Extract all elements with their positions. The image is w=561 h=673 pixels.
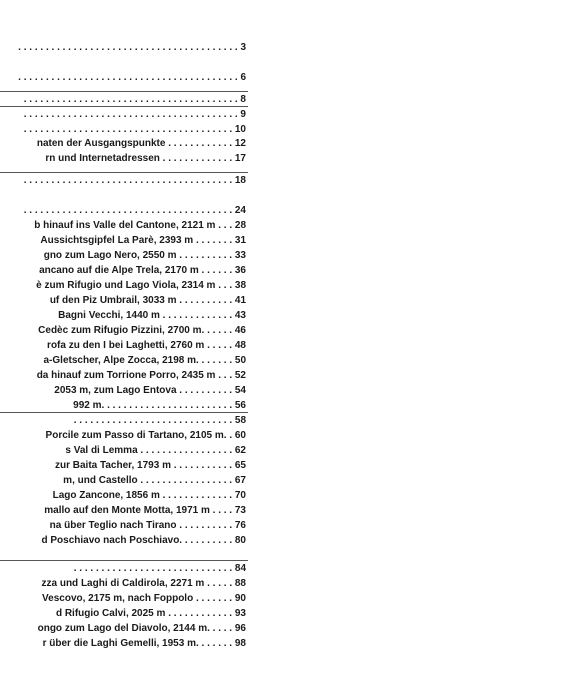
- section-divider: [0, 172, 248, 173]
- toc-line[interactable]: 992 m. . . . . . . . . . . . . . . . . . . . . . . . 56: [73, 400, 246, 411]
- toc-line[interactable]: zza und Laghi di Caldirola, 2271 m . . . . . 88: [41, 578, 246, 589]
- toc-line[interactable]: rn und Internetadressen . . . . . . . . . . . . . 17: [45, 153, 246, 164]
- toc-line[interactable]: Vescovo, 2175 m, nach Foppolo . . . . . . . 90: [42, 593, 246, 604]
- toc-line[interactable]: . . . . . . . . . . . . . . . . . . . . . . . . . . . . . 84: [73, 563, 246, 574]
- toc-line[interactable]: Aussichtsgipfel La Parè, 2393 m . . . . . . . 31: [40, 235, 246, 246]
- toc-line[interactable]: è zum Rifugio und Lago Viola, 2314 m . . . 38: [36, 280, 246, 291]
- toc-line[interactable]: . . . . . . . . . . . . . . . . . . . . . . . . . . . . . . . . . . . . . . 10: [23, 124, 246, 135]
- toc-line[interactable]: rofa zu den I bei Laghetti, 2760 m . . . . . 48: [47, 340, 246, 351]
- toc-line[interactable]: Porcile zum Passo di Tartano, 2105 m. . 60: [45, 430, 246, 441]
- toc-line[interactable]: r über die Laghi Gemelli, 1953 m. . . . . . . 98: [42, 638, 246, 649]
- toc-line[interactable]: d Poschiavo nach Poschiavo. . . . . . . . . . 80: [41, 535, 246, 546]
- section-divider: [0, 106, 248, 107]
- toc-line[interactable]: Lago Zancone, 1856 m . . . . . . . . . . . . . 70: [52, 490, 246, 501]
- toc-line[interactable]: s Val di Lemma . . . . . . . . . . . . . . . . . 62: [65, 445, 246, 456]
- toc-line[interactable]: . . . . . . . . . . . . . . . . . . . . . . . . . . . . . . . . . . . . . . 18: [23, 175, 246, 186]
- toc-line[interactable]: d Rifugio Calvi, 2025 m . . . . . . . . . . . . 93: [55, 608, 246, 619]
- toc-line[interactable]: 2053 m, zum Lago Entova . . . . . . . . . . 54: [54, 385, 246, 396]
- toc-line[interactable]: Bagni Vecchi, 1440 m . . . . . . . . . . . . . 43: [58, 310, 246, 321]
- toc-line[interactable]: gno zum Lago Nero, 2550 m . . . . . . . . . . 33: [43, 250, 246, 261]
- toc-line[interactable]: . . . . . . . . . . . . . . . . . . . . . . . . . . . . . . . . . . . . . . . 8: [23, 94, 246, 105]
- toc-line[interactable]: mallo auf den Monte Motta, 1971 m . . . . 73: [44, 505, 246, 516]
- section-divider: [0, 560, 248, 561]
- toc-line[interactable]: naten der Ausgangspunkte . . . . . . . . . . . . 12: [36, 138, 246, 149]
- toc-line[interactable]: . . . . . . . . . . . . . . . . . . . . . . . . . . . . . 58: [73, 415, 246, 426]
- toc-line[interactable]: na über Teglio nach Tirano . . . . . . . . . . 76: [49, 520, 246, 531]
- toc-line[interactable]: m, und Castello . . . . . . . . . . . . . . . . . 67: [63, 475, 246, 486]
- toc-line[interactable]: zur Baita Tacher, 1793 m . . . . . . . . . . . 65: [54, 460, 246, 471]
- toc-line[interactable]: . . . . . . . . . . . . . . . . . . . . . . . . . . . . . . . . . . . . . . . . 6: [18, 72, 246, 83]
- toc-line[interactable]: ancano auf die Alpe Trela, 2170 m . . . . . . 36: [39, 265, 246, 276]
- section-divider: [0, 91, 248, 92]
- toc-line[interactable]: b hinauf ins Valle del Cantone, 2121 m . . . 28: [34, 220, 246, 231]
- toc-line[interactable]: . . . . . . . . . . . . . . . . . . . . . . . . . . . . . . . . . . . . . . . 9: [23, 109, 246, 120]
- toc-line[interactable]: ongo zum Lago del Diavolo, 2144 m. . . . . 96: [37, 623, 246, 634]
- section-divider: [0, 412, 248, 413]
- toc-line[interactable]: a-Gletscher, Alpe Zocca, 2198 m. . . . . . . 50: [43, 355, 246, 366]
- toc-line[interactable]: uf den Piz Umbrail, 3033 m . . . . . . . . . . 41: [49, 295, 246, 306]
- toc-line[interactable]: . . . . . . . . . . . . . . . . . . . . . . . . . . . . . . . . . . . . . . 24: [23, 205, 246, 216]
- toc-line[interactable]: Cedèc zum Rifugio Pizzini, 2700 m. . . . . . 46: [38, 325, 246, 336]
- toc-line[interactable]: da hinauf zum Torrione Porro, 2435 m . . . 52: [36, 370, 246, 381]
- toc-line[interactable]: . . . . . . . . . . . . . . . . . . . . . . . . . . . . . . . . . . . . . . . . 3: [18, 42, 246, 53]
